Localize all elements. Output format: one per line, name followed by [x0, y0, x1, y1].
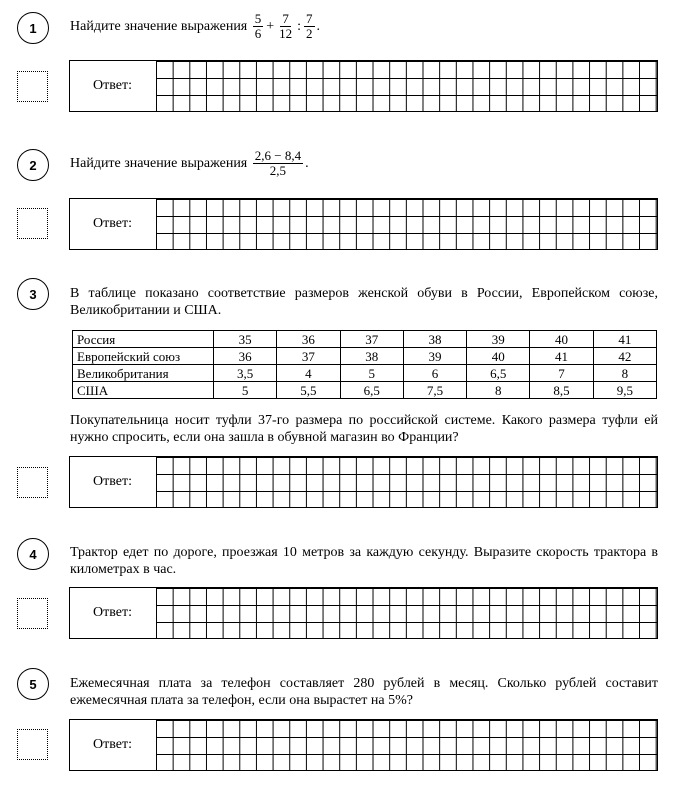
table-row-label: США: [73, 382, 214, 399]
fraction-5-6: $\frac{5}{6}$: [254, 11, 262, 41]
answer-box-3[interactable]: [69, 456, 658, 508]
table-cell: 39: [467, 331, 530, 348]
table-cell: 40: [530, 331, 593, 348]
fraction-expression: $\frac{2,6 - 8,4}{2,5}$: [254, 148, 302, 178]
answer-checkbox-4[interactable]: [17, 598, 48, 629]
answer-checkbox-2[interactable]: [17, 208, 48, 239]
answer-label: Ответ:: [93, 474, 132, 489]
task-number-4: 4: [17, 538, 49, 570]
answer-label: Ответ:: [93, 605, 132, 620]
table-row: [73, 382, 657, 399]
table-cell: 36: [214, 348, 277, 365]
answer-label: Ответ:: [93, 216, 132, 231]
answer-box-5[interactable]: [69, 719, 658, 771]
table-cell: 39: [403, 348, 466, 365]
fraction-7-12: $\frac{7}{12}$: [279, 11, 293, 41]
table-row: [73, 331, 657, 348]
table-cell: 5: [340, 365, 403, 382]
answer-grid-1[interactable]: [156, 61, 657, 111]
table-cell: 9,5: [593, 382, 656, 399]
answer-box-1[interactable]: [69, 60, 658, 112]
task-number-2: 2: [17, 149, 49, 181]
shoe-size-table: [72, 330, 657, 399]
table-cell: 42: [593, 348, 656, 365]
table-cell: 8,5: [530, 382, 593, 399]
table-row: [73, 348, 657, 365]
table-cell: 3,5: [214, 365, 277, 382]
table-cell: 6: [403, 365, 466, 382]
table-cell: 5: [214, 382, 277, 399]
table-cell: 37: [277, 348, 340, 365]
table-cell: 6,5: [340, 382, 403, 399]
table-cell: 37: [340, 331, 403, 348]
table-row-label: Россия: [73, 331, 214, 348]
task-5-prompt: Ежемесячная плата за телефон составляет 280 рублей в месяц. Сколько рублей составит ежемесячная плата за телефон, если она вырастет на 5%?: [70, 676, 658, 708]
task-3-intro: В таблице показано соответствие размеров женской обуви в России, Европейском союзе, Великобритании и США.: [70, 286, 658, 318]
table-cell: 7,5: [403, 382, 466, 399]
task-1-prompt: Найдите значение выражения $\frac{5}{6}$ + $\frac{7}{12}$ : $\frac{7}{2}$ .: [70, 11, 321, 41]
answer-box-2[interactable]: [69, 198, 658, 250]
answer-label: Ответ:: [93, 737, 132, 752]
table-cell: 36: [277, 331, 340, 348]
task-4-prompt: Трактор едет по дороге, проезжая 10 метров за каждую секунду. Выразите скорость трактора в километрах в час.: [70, 545, 658, 577]
task-number-3: 3: [17, 278, 49, 310]
answer-checkbox-3[interactable]: [17, 467, 48, 498]
table-cell: 8: [593, 365, 656, 382]
table-cell: 35: [214, 331, 277, 348]
task-number-5: 5: [17, 668, 49, 700]
answer-grid-4[interactable]: [156, 588, 657, 638]
answer-label: Ответ:: [93, 78, 132, 93]
answer-grid-2[interactable]: [156, 199, 657, 249]
table-cell: 5,5: [277, 382, 340, 399]
answer-checkbox-1[interactable]: [17, 71, 48, 102]
table-cell: 40: [467, 348, 530, 365]
table-row: [73, 365, 657, 382]
table-cell: 38: [403, 331, 466, 348]
table-cell: 41: [593, 331, 656, 348]
table-cell: 41: [530, 348, 593, 365]
table-row-label: Великобритания: [73, 365, 214, 382]
task-number-1: 1: [17, 12, 49, 44]
task-3-question: Покупательница носит туфли 37-го размера по российской системе. Какого размера туфли ей нужно спросить, если она зашла в обувной магазин во Франции?: [70, 413, 658, 445]
table-cell: 8: [467, 382, 530, 399]
table-cell: 6,5: [467, 365, 530, 382]
table-cell: 4: [277, 365, 340, 382]
answer-checkbox-5[interactable]: [17, 729, 48, 760]
fraction-7-2: $\frac{7}{2}$: [306, 11, 313, 41]
answer-grid-5[interactable]: [156, 720, 657, 770]
answer-grid-3[interactable]: [156, 457, 657, 507]
table-row-label: Европейский союз: [73, 348, 214, 365]
task-2-prompt: Найдите значение выражения $\frac{2,6 - 8,4}{2,5}$ .: [70, 148, 309, 178]
table-cell: 7: [530, 365, 593, 382]
table-cell: 38: [340, 348, 403, 365]
answer-box-4[interactable]: [69, 587, 658, 639]
